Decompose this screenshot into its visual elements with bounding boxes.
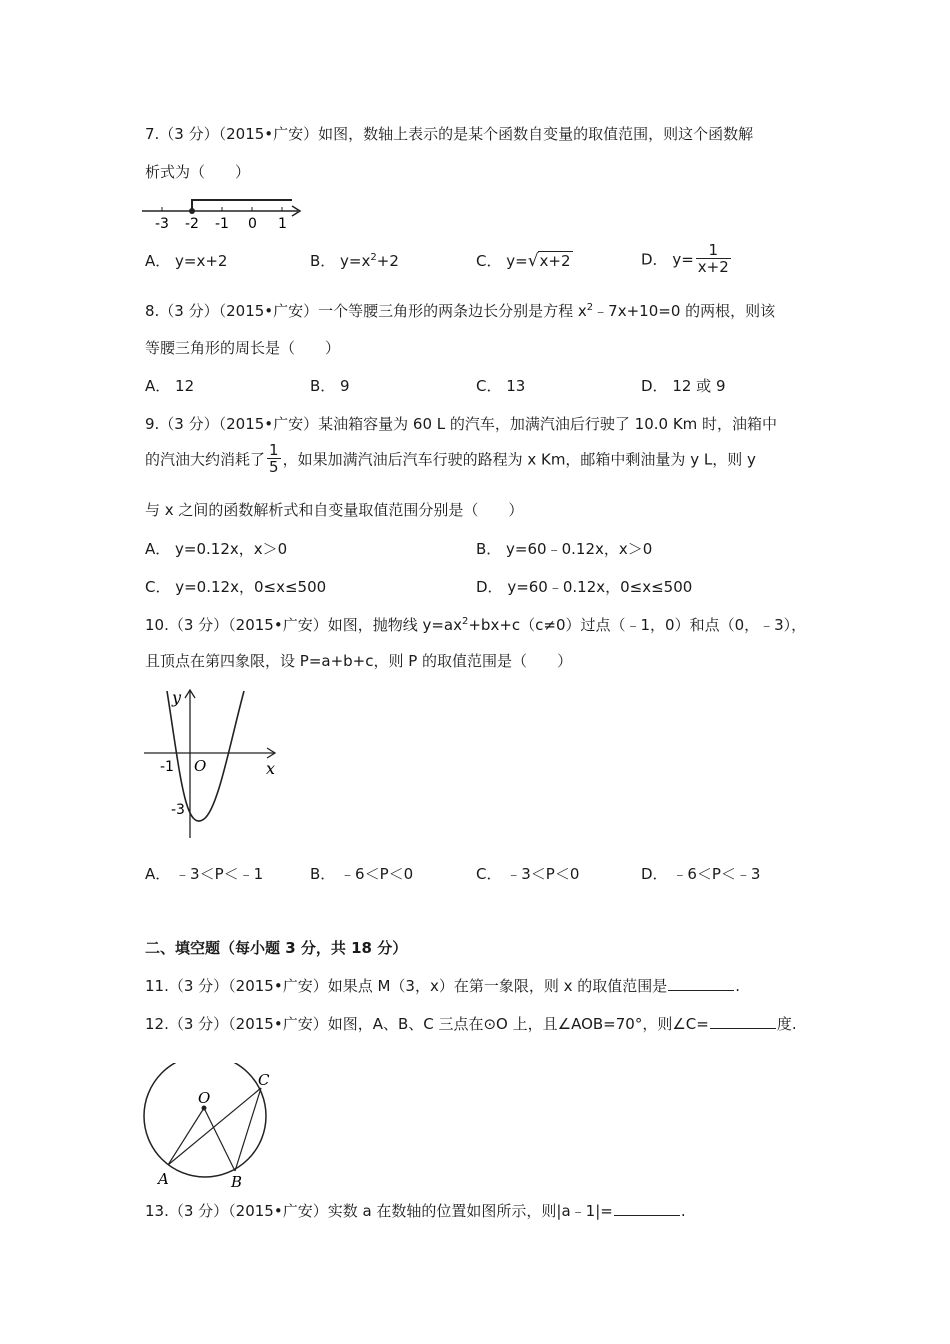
q10-line2: 且顶点在第四象限，设 P=a+b+c，则 P 的取值范围是（ ） xyxy=(145,652,573,670)
q11-line xyxy=(145,975,740,996)
q7-option-d-den: x+2 xyxy=(697,258,729,276)
graph-label-y: y xyxy=(172,688,182,707)
q9-option-a[interactable]: A． y=0.12x，x＞0 xyxy=(145,540,288,558)
graph-label-x: x xyxy=(266,759,276,778)
q8-line1-b: ﹣7x+10=0 的两根，则该 xyxy=(593,302,776,320)
axis-label-m3: -3 xyxy=(155,216,169,232)
q11-text-end: . xyxy=(735,977,741,995)
q7-line1: 7.（3 分）（2015•广安）如图，数轴上表示的是某个函数自变量的取值范围，则这个函数解 xyxy=(145,125,754,143)
sqrt-icon: √ xyxy=(527,251,539,271)
q9-line1: 9.（3 分）（2015•广安）某油箱容量为 60 L 的汽车，加满汽油后行驶了 10.0 Km 时，油箱中 xyxy=(145,415,778,433)
q7-line2: 析式为（ ） xyxy=(145,163,251,181)
q10-line1-exp: 2 xyxy=(461,616,469,627)
q7-option-d-fraction xyxy=(696,243,731,275)
q7-option-b-label: B． y=x xyxy=(310,252,371,270)
q8-line1-exp: 2 xyxy=(586,302,594,313)
closed-point xyxy=(189,208,195,214)
q7-option-d-label: D． y= xyxy=(641,250,694,269)
segment-ob xyxy=(204,1108,235,1171)
q8-line1-a: 8.（3 分）（2015•广安）一个等腰三角形的两条边长分别是方程 x xyxy=(145,302,587,320)
q13-line xyxy=(145,1200,686,1221)
segment-ac xyxy=(168,1088,261,1165)
q8-option-c[interactable]: C． 13 xyxy=(476,377,526,395)
q7-option-d[interactable] xyxy=(641,243,733,275)
q9-option-b[interactable]: B． y=60﹣0.12x，x＞0 xyxy=(476,540,653,558)
q7-number-line xyxy=(140,196,310,232)
axis-label-0: 0 xyxy=(248,216,257,232)
axis-label-1: 1 xyxy=(278,216,287,232)
q10-option-d[interactable]: D． ﹣6＜P＜﹣3 xyxy=(641,865,761,883)
q11-text: 11.（3 分）（2015•广安）如果点 M（3，x）在第一象限，则 x 的取值范围是 xyxy=(145,977,668,995)
axis-label-m1: -1 xyxy=(215,216,229,232)
q10-line1 xyxy=(145,614,806,635)
circle-o xyxy=(144,1063,266,1177)
q7-option-c[interactable] xyxy=(476,250,573,271)
label-c: C xyxy=(258,1071,270,1089)
q7-option-b[interactable] xyxy=(310,250,399,271)
q9-frac-den: 5 xyxy=(269,458,279,476)
graph-label-m3: -3 xyxy=(171,802,185,818)
q9-line2-b: ，如果加满汽油后汽车行驶的路程为 x Km，邮箱中剩油量为 y L，则 y xyxy=(282,450,756,469)
segment-ao xyxy=(168,1108,204,1165)
q10-option-c[interactable]: C． ﹣3＜P＜0 xyxy=(476,865,580,883)
q10-parabola-graph xyxy=(140,683,290,843)
q9-line3: 与 x 之间的函数解析式和自变量取值范围分别是（ ） xyxy=(145,501,524,519)
q10-line1-a: 10.（3 分）（2015•广安）如图，抛物线 y=ax xyxy=(145,616,462,634)
label-o: O xyxy=(198,1089,211,1107)
q13-text-end: . xyxy=(680,1202,686,1220)
q8-option-b[interactable]: B． 9 xyxy=(310,377,350,395)
q10-option-a[interactable]: A． ﹣3＜P＜﹣1 xyxy=(145,865,264,883)
q8-line1 xyxy=(145,300,775,321)
q7-option-b-tail: +2 xyxy=(376,252,399,270)
q9-line2-a: 的汽油大约消耗了 xyxy=(145,450,266,469)
q9-option-c[interactable]: C． y=0.12x，0≤x≤500 xyxy=(145,578,327,596)
section-2-heading: 二、填空题（每小题 3 分，共 18 分） xyxy=(145,939,408,957)
q12-line xyxy=(145,1013,797,1034)
graph-label-m1: -1 xyxy=(160,759,174,775)
graph-label-origin: O xyxy=(194,757,207,775)
q8-option-a[interactable]: A． 12 xyxy=(145,377,195,395)
q7-option-a[interactable]: A． y=x+2 xyxy=(145,252,228,270)
q7-option-c-label: C． y= xyxy=(476,252,528,270)
q10-option-b[interactable]: B． ﹣6＜P＜0 xyxy=(310,865,414,883)
q12-answer-blank[interactable] xyxy=(710,1014,776,1029)
q7-option-d-num: 1 xyxy=(708,241,719,259)
q11-answer-blank[interactable] xyxy=(668,976,734,991)
label-a: A xyxy=(158,1170,169,1188)
label-b: B xyxy=(231,1173,243,1188)
q9-line2 xyxy=(145,443,756,475)
q12-text: 12.（3 分）（2015•广安）如图，A、B、C 三点在⊙O 上，且∠AOB=70°，则∠C= xyxy=(145,1015,709,1033)
q8-line2: 等腰三角形的周长是（ ） xyxy=(145,339,341,357)
q9-fraction xyxy=(267,443,281,475)
q9-option-d[interactable]: D． y=60﹣0.12x，0≤x≤500 xyxy=(476,578,693,596)
q12-text-end: 度. xyxy=(776,1015,797,1033)
q7-option-c-radicand: x+2 xyxy=(539,252,571,270)
q7-option-b-exp: 2 xyxy=(370,252,377,263)
q13-answer-blank[interactable] xyxy=(614,1201,680,1216)
range-bracket xyxy=(192,200,292,211)
q9-frac-num: 1 xyxy=(269,441,279,459)
q10-line1-b: +bx+c（c≠0）过点（﹣1，0）和点（0，﹣3）， xyxy=(468,616,807,634)
q13-text: 13.（3 分）（2015•广安）实数 a 在数轴的位置如图所示，则|a﹣1|= xyxy=(145,1202,613,1220)
axis-label-m2: -2 xyxy=(185,216,199,232)
q12-circle-diagram xyxy=(138,1063,288,1188)
q8-option-d[interactable]: D． 12 或 9 xyxy=(641,377,726,395)
